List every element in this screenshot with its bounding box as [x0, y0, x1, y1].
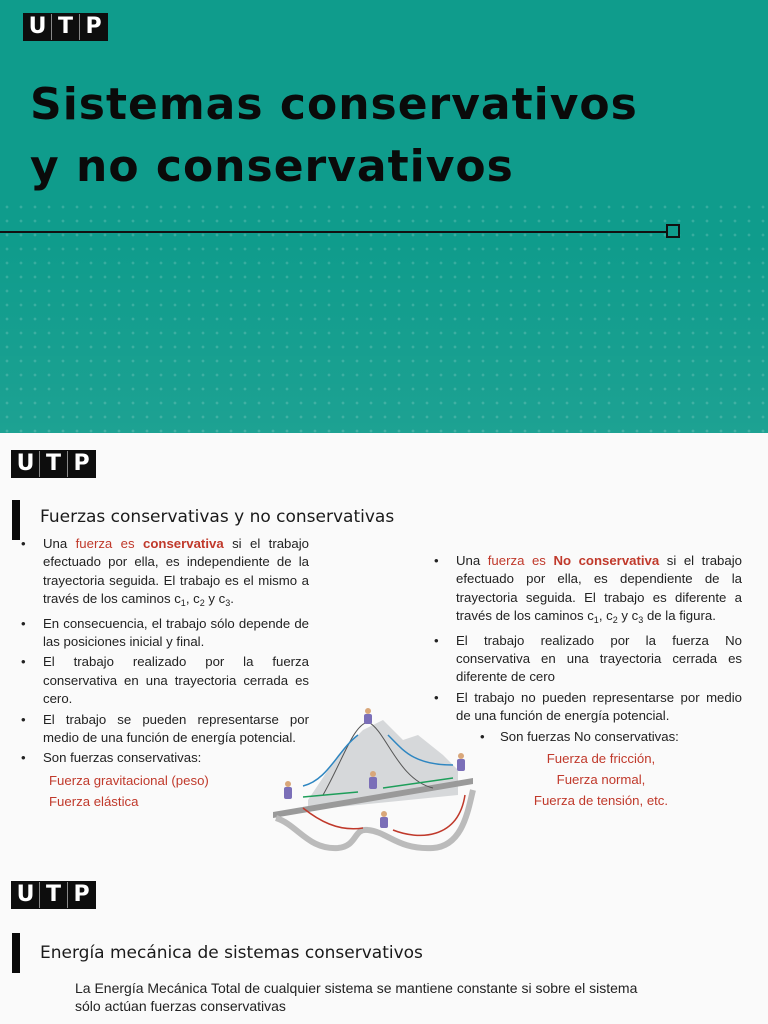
bullet-item: • El trabajo realizado por la fuerza No conservativa en una trayectoria cerrada es diferente de cero	[430, 632, 742, 687]
logo-letter: T	[40, 882, 68, 908]
page-title	[30, 74, 638, 198]
bullet-item: • El trabajo realizado por la fuerza conservativa en una trayectoria cerrada es cero.	[17, 653, 309, 708]
logo-letter: T	[40, 451, 68, 477]
body-text: La Energía Mecánica Total de cualquier sistema se mantiene constante si sobre el sistema sólo actúan fuerzas conservativas	[75, 980, 638, 1015]
divider-line	[0, 231, 666, 233]
section-accent-bar	[12, 933, 20, 973]
section-title: Energía mecánica de sistemas conservativos	[40, 943, 423, 963]
example-force: Fuerza elástica	[49, 793, 139, 809]
bullet-item: • Una fuerza es conservativa si el trabajo efectuado por ella, es independiente de la trayectoria seguida. El trabajo es el mismo a través de los caminos $c_1$, $c_2$ y $c_3$.	[17, 535, 309, 613]
bullet-item: • El trabajo no pueden representarse por medio de una función de energía potencial.	[430, 689, 742, 726]
paths-illustration	[268, 700, 478, 852]
slide-energia	[0, 863, 768, 1024]
logo-letter: P	[85, 14, 102, 39]
bullet-item: • En consecuencia, el trabajo sólo depende de las posiciones inicial y final.	[17, 615, 309, 652]
cover-slide	[0, 0, 768, 433]
bullet-item: • Son fuerzas No conservativas:	[480, 728, 679, 744]
logo-letter: U	[12, 882, 40, 908]
utp-logo	[11, 881, 96, 909]
logo-letter: U	[24, 14, 52, 40]
divider-square-icon	[666, 224, 680, 238]
bullet-item: • Una fuerza es No conservativa si el trabajo efectuado por ella, es dependiente de la trayectoria seguida. El trabajo es diferente a través de los caminos $c_1$, $c_2$ y $c_3$ de la figura.	[430, 552, 742, 630]
bullet-item: • Son fuerzas conservativas:	[17, 749, 309, 767]
example-force: Fuerza de fricción,	[546, 751, 656, 767]
section-title: Fuerzas conservativas y no conservativas	[40, 507, 395, 527]
logo-letter: P	[73, 451, 90, 476]
utp-logo	[23, 13, 108, 41]
section-accent-bar	[12, 500, 20, 540]
pattern-gradient	[0, 240, 768, 433]
utp-logo	[11, 450, 96, 478]
example-force: Fuerza normal,	[556, 772, 646, 788]
title-line-2: y no conservativos	[30, 141, 514, 192]
example-force: Fuerza gravitacional (peso)	[49, 772, 209, 788]
example-force: Fuerza de tensión, etc.	[533, 793, 669, 809]
title-line-1: Sistemas conservativos	[30, 79, 638, 130]
conservative-column	[17, 535, 309, 812]
logo-letter: T	[52, 14, 80, 40]
logo-letter: P	[73, 882, 90, 907]
bullet-item: • El trabajo se pueden representarse por medio de una función de energía potencial.	[17, 711, 309, 748]
logo-letter: U	[12, 451, 40, 477]
